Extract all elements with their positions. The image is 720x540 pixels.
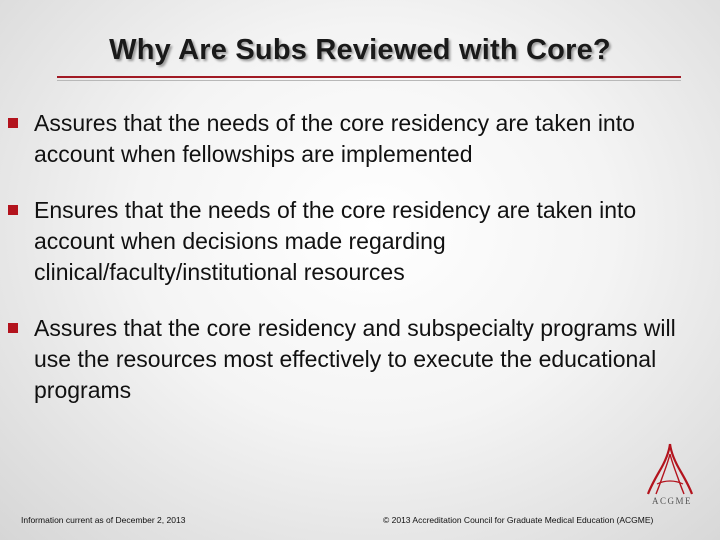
bullet-text: Assures that the needs of the core residency are taken into account when fellowships are implemented xyxy=(34,110,635,167)
bullet-item xyxy=(8,108,714,170)
title-underline-shadow xyxy=(57,80,681,81)
logo-wordmark: ACGME xyxy=(651,496,692,506)
bullet-item xyxy=(8,313,714,406)
square-bullet-icon xyxy=(8,205,18,215)
bullet-text: Ensures that the needs of the core residency are taken into account when decisions made regarding clinical/faculty/institutional resources xyxy=(34,197,637,285)
footer-date: Information current as of December 2, 2013 xyxy=(21,515,186,525)
slide-title: Why Are Subs Reviewed with Core? xyxy=(109,34,611,66)
title-underline xyxy=(57,76,681,78)
bullet-text: Assures that the core residency and subspecialty programs will use the resources most effectively to execute the educational programs xyxy=(34,315,676,403)
bullet-item xyxy=(8,195,714,288)
footer-copyright: © 2013 Accreditation Council for Graduate Medical Education (ACGME) xyxy=(383,515,654,525)
square-bullet-icon xyxy=(8,118,18,128)
square-bullet-icon xyxy=(8,323,18,333)
bullet-list xyxy=(8,108,714,431)
